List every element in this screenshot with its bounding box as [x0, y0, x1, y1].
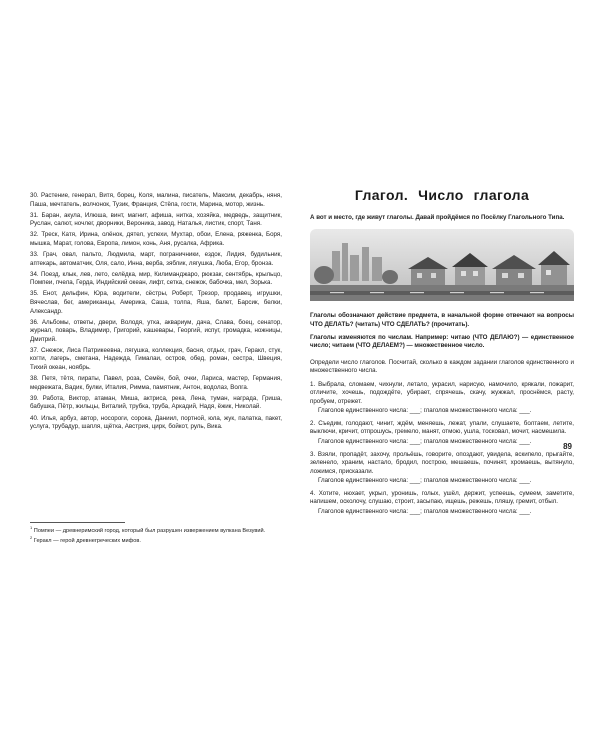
- exercise-36: 36. Альбомы, ответы, двери, Володя, утка, аквариум, дача, Слава, боец, сенатор, журнал, поварь, Владимир, Григорий, кашевары, Георгий, испуг, громадка, ножницы, Дмитрий.: [30, 318, 282, 343]
- title-word-2: Число: [418, 187, 464, 203]
- title-word-1: Глагол.: [354, 187, 409, 203]
- exercise-39: 39. Работа, Виктор, атаман, Миша, актриса, река, Лена, туман, награда, Гриша, бабушка, Пётр, жильцы, Виталий, трубка, труба, Аркадий, Надя, ёжик, Николай.: [30, 394, 282, 411]
- exercise-list: [30, 192, 282, 434]
- footnote-2-text: Геракл — герой древнегреческих мифов.: [33, 537, 141, 544]
- answer-line-2: Глаголов единственного числа: ___; глаголов множественного числа: ___.: [318, 437, 532, 445]
- exercise-37: 37. Снежок, Лиса Патрикеевна, лягушка, коллекция, басня, отдых, грач, Геракл, стук, когти, лагерь, сметана, Надежда, Гималаи, остров, обед, роман, сестра, Швеция, Тихий океан, ноябрь.: [30, 346, 282, 371]
- footnote-2: $^2$ Геракл — герой древнегреческих мифов.: [30, 534, 141, 544]
- exercise-38: 38. Петя, тётя, пираты, Павел, роза, Семён, бой, очки, Лариса, мастер, Германия, медвежата, Вадик, булки, Италия, Римма, памятник, Антон, водолаз, Волга.: [30, 375, 282, 391]
- exercise-35: 35. Енот, дельфин, Юра, водители, сёстры, Роберт, Трезор, продавец, игрушки, Вячеслав, бег, американцы, Америка, Саша, толпа, Яша, балет, Барсик, белки, Александр.: [30, 290, 282, 315]
- footnote-divider: [30, 522, 125, 523]
- village-illustration: [310, 229, 574, 301]
- title-word-3: глагола: [473, 187, 530, 203]
- answer-line-3: Глаголов единственного числа: ___; глаголов множественного числа: ___.: [318, 477, 532, 485]
- answer-line-1: Глаголов единственного числа: ___; глаголов множественного числа: ___.: [318, 407, 532, 415]
- exercise-40: 40. Илья, арбуз, автор, носороги, сорока, Даниил, портной, юла, жук, палатка, пакет, услуга, трубадур, шапля, щётка, Австрия, цирк, бойкот, руль, Вика.: [30, 414, 282, 431]
- exercise-30: 30. Растение, генерал, Витя, борец, Коля, малина, писатель, Максим, декабрь, няня, Паша, мечтатель, волчонок, Тузик, Франция, Стёпа, гости, Марина, мотор, жизнь.: [30, 192, 282, 208]
- footnote-1: $^1$ Помпеи — древнеримский город, который был разрушен извержением вулкана Везувий.: [30, 525, 266, 534]
- page-title: [310, 186, 574, 205]
- exercise-34: 34. Поезд, клык, лев, лето, селёдка, мир, Килиманджаро, рюкзак, сентябрь, крыльцо, Помпеи, пчела, Герда, Индийский океан, лифт, сетка, снежок, бабочка, мел, Зорька.: [30, 270, 282, 287]
- rule-definition: Глаголы обозначают действие предмета, в начальной форме отвечают на вопросы ЧТО ДЕЛАТЬ? (читать) ЧТО СДЕЛАТЬ? (прочитать).: [310, 312, 574, 328]
- task-item-1: 1. Выбрала, сломаем, чихнули, летало, украсил, нарисую, намочило, крякали, пожарит, отличите, хочешь, подождёте, убирает, спрячешь, скачу, жужжал, проснёмся, расту, пробуем, отрежет.: [310, 380, 574, 405]
- task-item-4: 4. Хотите, нюхает, укрыл, уронишь, голых, ушёл, держит, успеешь, сумеем, заметите, напишем, осколочу, слушаю, строит, засыпаю, ищешь, режешь, пляшу, гремит, отбыл.: [310, 489, 574, 506]
- exercise-32: 32. Треск, Катя, Ирина, олёнок, дятел, успехи, Мухтар, обои, Елена, ряженка, Боря, мышка, Марат, голова, Европа, лимон, конь, Аня, русалка, Африка.: [30, 231, 282, 247]
- intro-text: А вот и место, где живут глаголы. Давай пройдёмся по Посёлку Глагольного Типа.: [310, 214, 565, 222]
- footnotes: [30, 525, 282, 548]
- lesson-column: [310, 186, 574, 520]
- footnote-1-text: Помпеи — древнеримский город, который был разрушен извержением вулкана Везувий.: [33, 528, 266, 534]
- page-number: 89: [563, 442, 572, 451]
- rule-number: Глаголы изменяются по числам. Например: читаю (ЧТО ДЕЛАЮ?) — единственное число; читаем (ЧТО ДЕЛАЕМ?) — множественное число.: [310, 333, 574, 350]
- exercise-33: 33. Грач, овал, пальто, Людмила, март, пограничники, ездок, Лидия, будильник, аптекарь, автоматчик, Оля, сало, Инна, верба, зяблик, лягушка, Люба, Егор, бронза.: [30, 251, 282, 267]
- answer-line-4: Глаголов единственного числа: ___; глаголов множественного числа: ___.: [318, 507, 532, 515]
- exercise-31: 31. Баран, акула, Илюша, винт, магнит, афиша, нитка, хозяйка, медведь, защитник, Руслан, салют, ночлег, дворники, Вероника, завод, Наталья, листик, спорт, Таня.: [30, 211, 282, 228]
- task-item-3: 3. Взяли, пропадёт, захочу, прольёшь, говорите, опоздают, увидела, вскипело, прыгайте, зеленело, храним, настало, бродил, построю, мешаешь, починят, хромаешь, вытянуло, ложимся, присказали.: [310, 450, 574, 475]
- task-item-2: 2. Съедим, голодают, чинит, ждём, меняешь, лежат, упали, слушаете, болтаем, летите, выключи, кричит, отпрошусь, гремело, манят, отмою, ушла, тосковал, мочит, насмешила.: [310, 419, 574, 436]
- task-instruction: Определи число глаголов. Посчитай, сколько в каждом задании глаголов единственного и множественного числа.: [310, 358, 574, 375]
